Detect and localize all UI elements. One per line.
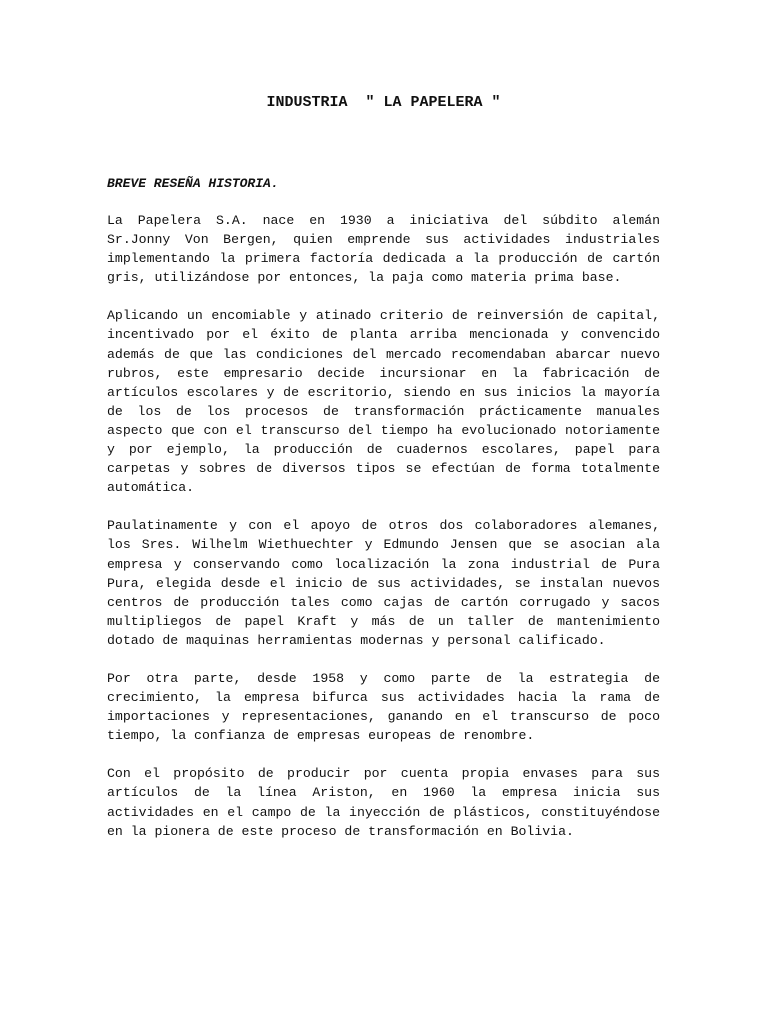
paragraph-3: Paulatinamente y con el apoyo de otros dos colaboradores alemanes, los Sres. Wilhelm Wiethuechter y Edmundo Jensen que se asocian ala empresa y conservando como localización la zona industrial de Pura Pura, elegida desde el inicio de sus actividades, se instalan nuevos centros de producción tales como cajas de cartón corrugado y sacos multipliegos de papel Kraft y más de un taller de mantenimiento dotado de maquinas herramientas modernas y personal calificado.: [107, 518, 660, 648]
paragraph-2: Aplicando un encomiable y atinado criterio de reinversión de capital, incentivado por el éxito de planta arriba mencionada y convencido además de que las condiciones del mercado recomendaban abarcar nuevo rubros, este empresario decide incursionar en la fabricación de artículos escolares y de escritorio, siendo en sus inicios la mayoría de los de los procesos de transformación prácticamente manuales aspecto que con el transcurso del tiempo ha evolucionado notoriamente y por ejemplo, la producción de cuadernos escolares, papel para carpetas y sobres de diversos tipos se efectúan de forma totalmente automática.: [107, 308, 660, 496]
document-body: [107, 211, 660, 860]
section-heading: BREVE RESEÑA HISTORIA.: [107, 176, 279, 191]
paragraph-5: Con el propósito de producir por cuenta propia envases para sus artículos de la línea Ariston, en 1960 la empresa inicia sus actividades en el campo de la inyección de plásticos, constituyéndose en la pionera de este proceso de transformación en Bolivia.: [107, 766, 660, 839]
document-title: INDUSTRIA " LA PAPELERA ": [266, 94, 501, 111]
paragraph-4: Por otra parte, desde 1958 y como parte de la estrategia de crecimiento, la empresa bifurca sus actividades hacia la rama de importaciones y representaciones, ganando en el transcurso de poco tiempo, la confianza de empresas europeas de renombre.: [107, 670, 660, 744]
paragraph-1: La Papelera S.A. nace en 1930 a iniciativa del súbdito alemán Sr.Jonny Von Bergen, quien emprende sus actividades industriales implementando la primera factoría dedicada a la producción de cartón gris, utilizándose por entonces, la paja como materia prima base.: [107, 213, 660, 286]
